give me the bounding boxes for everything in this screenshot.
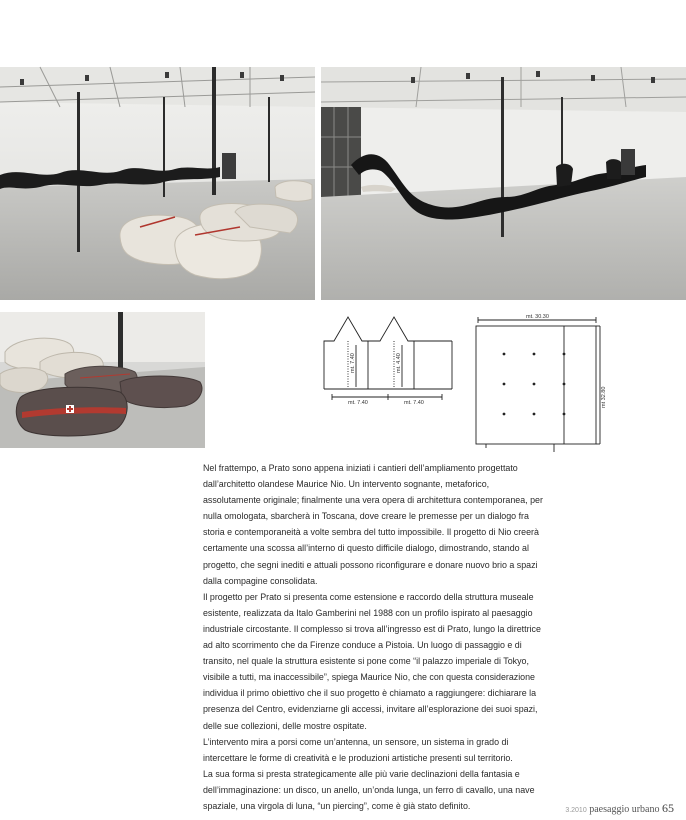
section-dim-left: mt. 7.40 (348, 400, 368, 406)
article-paragraph: La sua forma si presta strategicamente alle più varie declinazioni della fantasia e dell’immaginazione: un disco, un anello, un’onda lunga, un ferro di cavallo, una nave spaziale, una virgola di luna, “un piercing”, come è già stato definito. (203, 768, 535, 811)
article-paragraph: Nel frattempo, a Prato sono appena iniziati i cantieri dell’ampliamento progettato dall’architetto olandese Maurice Nio. Un intervento sognante, metaforico, assolutamente originale; finalmente una vera opera di architettura contemporanea, per nulla omologata, sbarcherà in Toscana, dove creare le premesse per un dialogo fra storia e contemporaneità a volte sembra del tutto impossibile. Il progetto di Nio creerà certamente una scossa all’interno di questo difficile dialogo, dimostrando, stando al progetto, che segni inediti e attuali possono riconfigurare e donare nuovo brio a spazi dalla compagine consolidata. (203, 463, 543, 586)
plan-dim-side: mt 32.80 (601, 386, 607, 408)
article-paragraph: L’intervento mira a porsi come un’antenna, un sensore, un sistema in grado di intercettare le forme di creatività e le produzioni artistiche presenti sul territorio. (203, 736, 513, 763)
section-drawing (322, 315, 464, 407)
gallery-sculpture-photo (321, 67, 686, 300)
magazine-name: paesaggio urbano (589, 804, 660, 815)
section-height-left: mt. 7.40 (350, 353, 356, 373)
gallery-cushions-photo (0, 67, 315, 300)
page-footer (565, 801, 674, 816)
cushions-closeup-photo (0, 312, 205, 448)
article-body (203, 460, 543, 814)
section-dim-right: mt. 7.40 (404, 400, 424, 406)
issue-number: 3.2010 (565, 807, 587, 814)
section-height-right: mt. 4.40 (396, 353, 402, 373)
page-number: 65 (662, 801, 674, 815)
plan-drawing (472, 312, 606, 454)
article-paragraph: Il progetto per Prato si presenta come estensione e raccordo della struttura museale esistente, realizzata da Italo Gamberini nel 1988 con un profilo ispirato al paesaggio industriale circostante. Il complesso si trova all’ingresso est di Prato, lungo la direttrice ad alto scorrimento che da Firenze conduce a Pistoia. Un luogo di passaggio e di transito, nel quale la struttura esistente si pone come “il palazzo imperiale di Tokyo, visibile a tutti, ma inaccessibile”, spiega Maurice Nio, che con questa considerazione individua il primo obiettivo che il suo progetto è chiamato a raggiungere: dichiarare la presenza del Centro, evidenziarne gli accessi, invitare all’esplorazione dei suoi spazi, delle sue collezioni, delle mostre ospitate. (203, 591, 541, 731)
plan-dim-top: mt. 30.30 (526, 314, 549, 320)
